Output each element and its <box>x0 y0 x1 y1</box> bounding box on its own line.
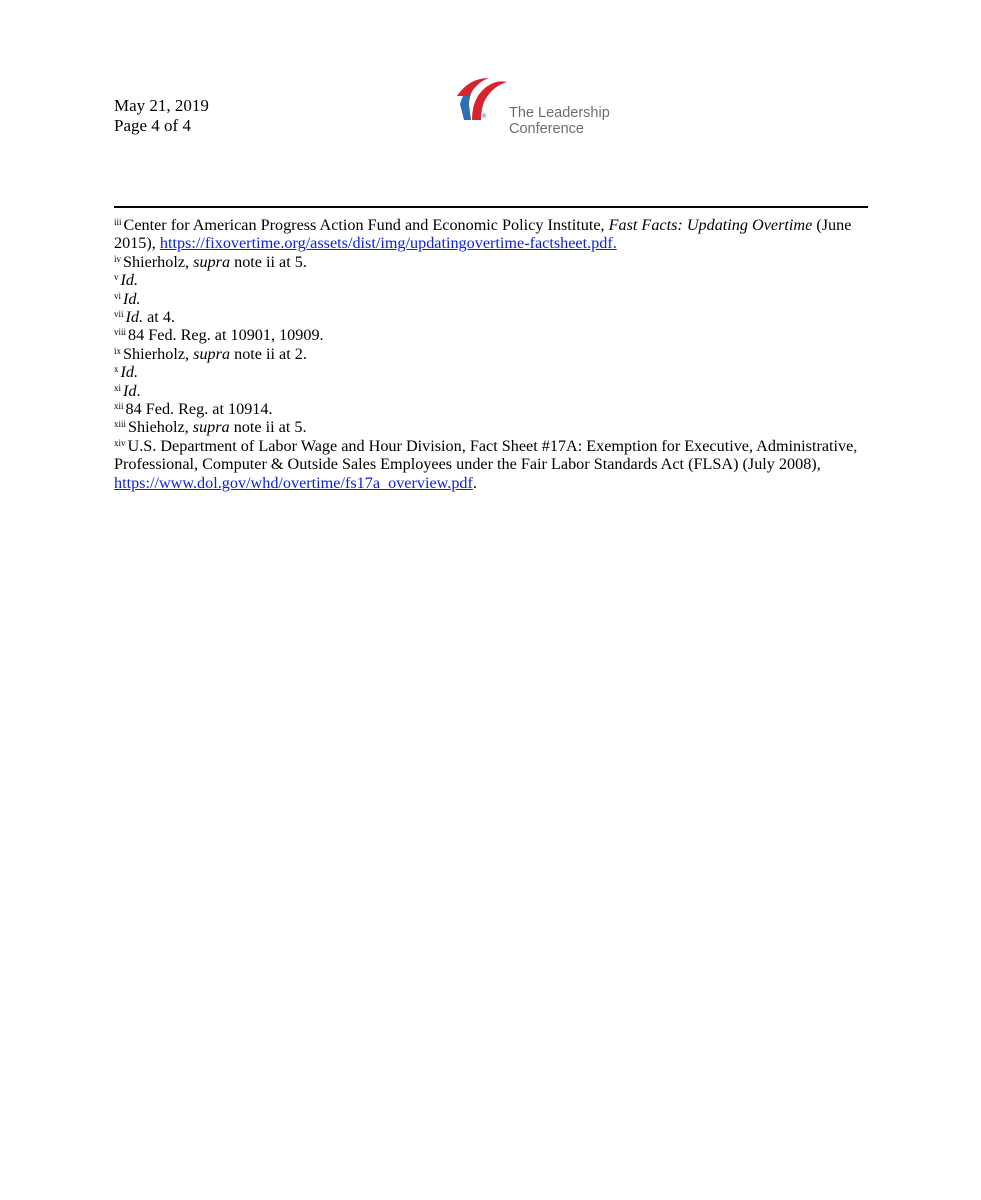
footnote-xiii <box>114 418 870 436</box>
logo-name-line2: Conference <box>509 121 584 137</box>
footnote-marker: vii <box>114 309 124 320</box>
footnote-marker: ix <box>114 345 122 356</box>
letter-date: May 21, 2019 <box>114 96 209 115</box>
footnote-vi <box>114 290 870 308</box>
footnote-title: Fast Facts: Updating Overtime <box>608 216 813 234</box>
footnote-x <box>114 363 870 381</box>
footnote-marker: v <box>114 272 119 283</box>
footnote-text: Shierholz, <box>123 344 194 363</box>
logo-arcs-icon <box>455 76 507 122</box>
footnote-marker: vi <box>114 290 122 301</box>
footnote-marker: iv <box>114 253 122 264</box>
footnote-italic: Id. <box>120 271 139 290</box>
footnote-italic: Id. <box>120 363 139 382</box>
footnote-text: note ii at 5. <box>230 252 307 271</box>
footnote-italic: supra <box>193 344 231 363</box>
footnote-text: 84 Fed. Reg. at 10901, 10909. <box>128 326 324 345</box>
page-header <box>114 96 209 136</box>
footnote-text: Shieholz, <box>128 418 193 437</box>
footnote-marker: xiv <box>114 437 126 448</box>
footnote-ix <box>114 345 870 363</box>
footnote-xi <box>114 382 870 400</box>
footnote-italic: supra <box>193 252 231 271</box>
footnote-viii <box>114 326 870 344</box>
footnote-marker: xi <box>114 382 122 393</box>
page-number: Page 4 of 4 <box>114 116 191 135</box>
footnote-text: note ii at 2. <box>230 344 307 363</box>
leadership-conference-logo <box>455 76 615 138</box>
footnote-italic: Id. <box>123 289 141 308</box>
footnote-xii <box>114 400 870 418</box>
footnote-text: at 4. <box>143 308 175 327</box>
footnote-text: Shierholz, <box>123 252 194 271</box>
footnote-iii <box>114 216 870 253</box>
footnote-link[interactable]: https://www.dol.gov/whd/overtime/fs17a_overview.pdf <box>114 473 473 492</box>
footnote-text: U.S. Department of Labor Wage and Hour Division, Fact Sheet #17A: Exemption for Executive, Administrative, Professional, Computer & Outside Sales Employees under the Fair Labor Standards Act (FLSA) (July 2008), <box>114 436 858 474</box>
footnote-italic: supra <box>192 418 230 437</box>
footnote-marker: xiii <box>114 419 127 430</box>
footnote-xiv <box>114 437 870 492</box>
footnote-text: Center for American Progress Action Fund and Economic Policy Institute, <box>123 216 609 234</box>
footnote-iv <box>114 253 870 271</box>
footnote-vii <box>114 308 870 326</box>
footnote-marker: viii <box>114 327 127 338</box>
footnote-italic: Id <box>123 381 137 400</box>
footnote-text: 84 Fed. Reg. at 10914. <box>125 400 273 419</box>
footnote-marker: x <box>114 364 119 375</box>
footnote-link[interactable]: https://fixovertime.org/assets/dist/img/updatingovertime-factsheet.pdf. <box>159 234 617 253</box>
footnote-marker: xii <box>114 401 124 412</box>
footnote-separator <box>114 206 868 208</box>
footnote-text: (June 2015), <box>114 216 852 253</box>
logo-name-line1: The Leadership <box>509 105 610 121</box>
footnote-text: . <box>472 473 477 492</box>
footnotes-list <box>114 216 870 492</box>
footnote-v <box>114 271 870 289</box>
footnote-marker: iii <box>114 217 122 227</box>
footnote-text: . <box>136 381 141 400</box>
footnote-italic: Id. <box>125 308 144 327</box>
logo-wordmark <box>509 105 610 137</box>
footnote-text: note ii at 5. <box>229 418 307 437</box>
registered-mark: ® <box>481 113 487 120</box>
